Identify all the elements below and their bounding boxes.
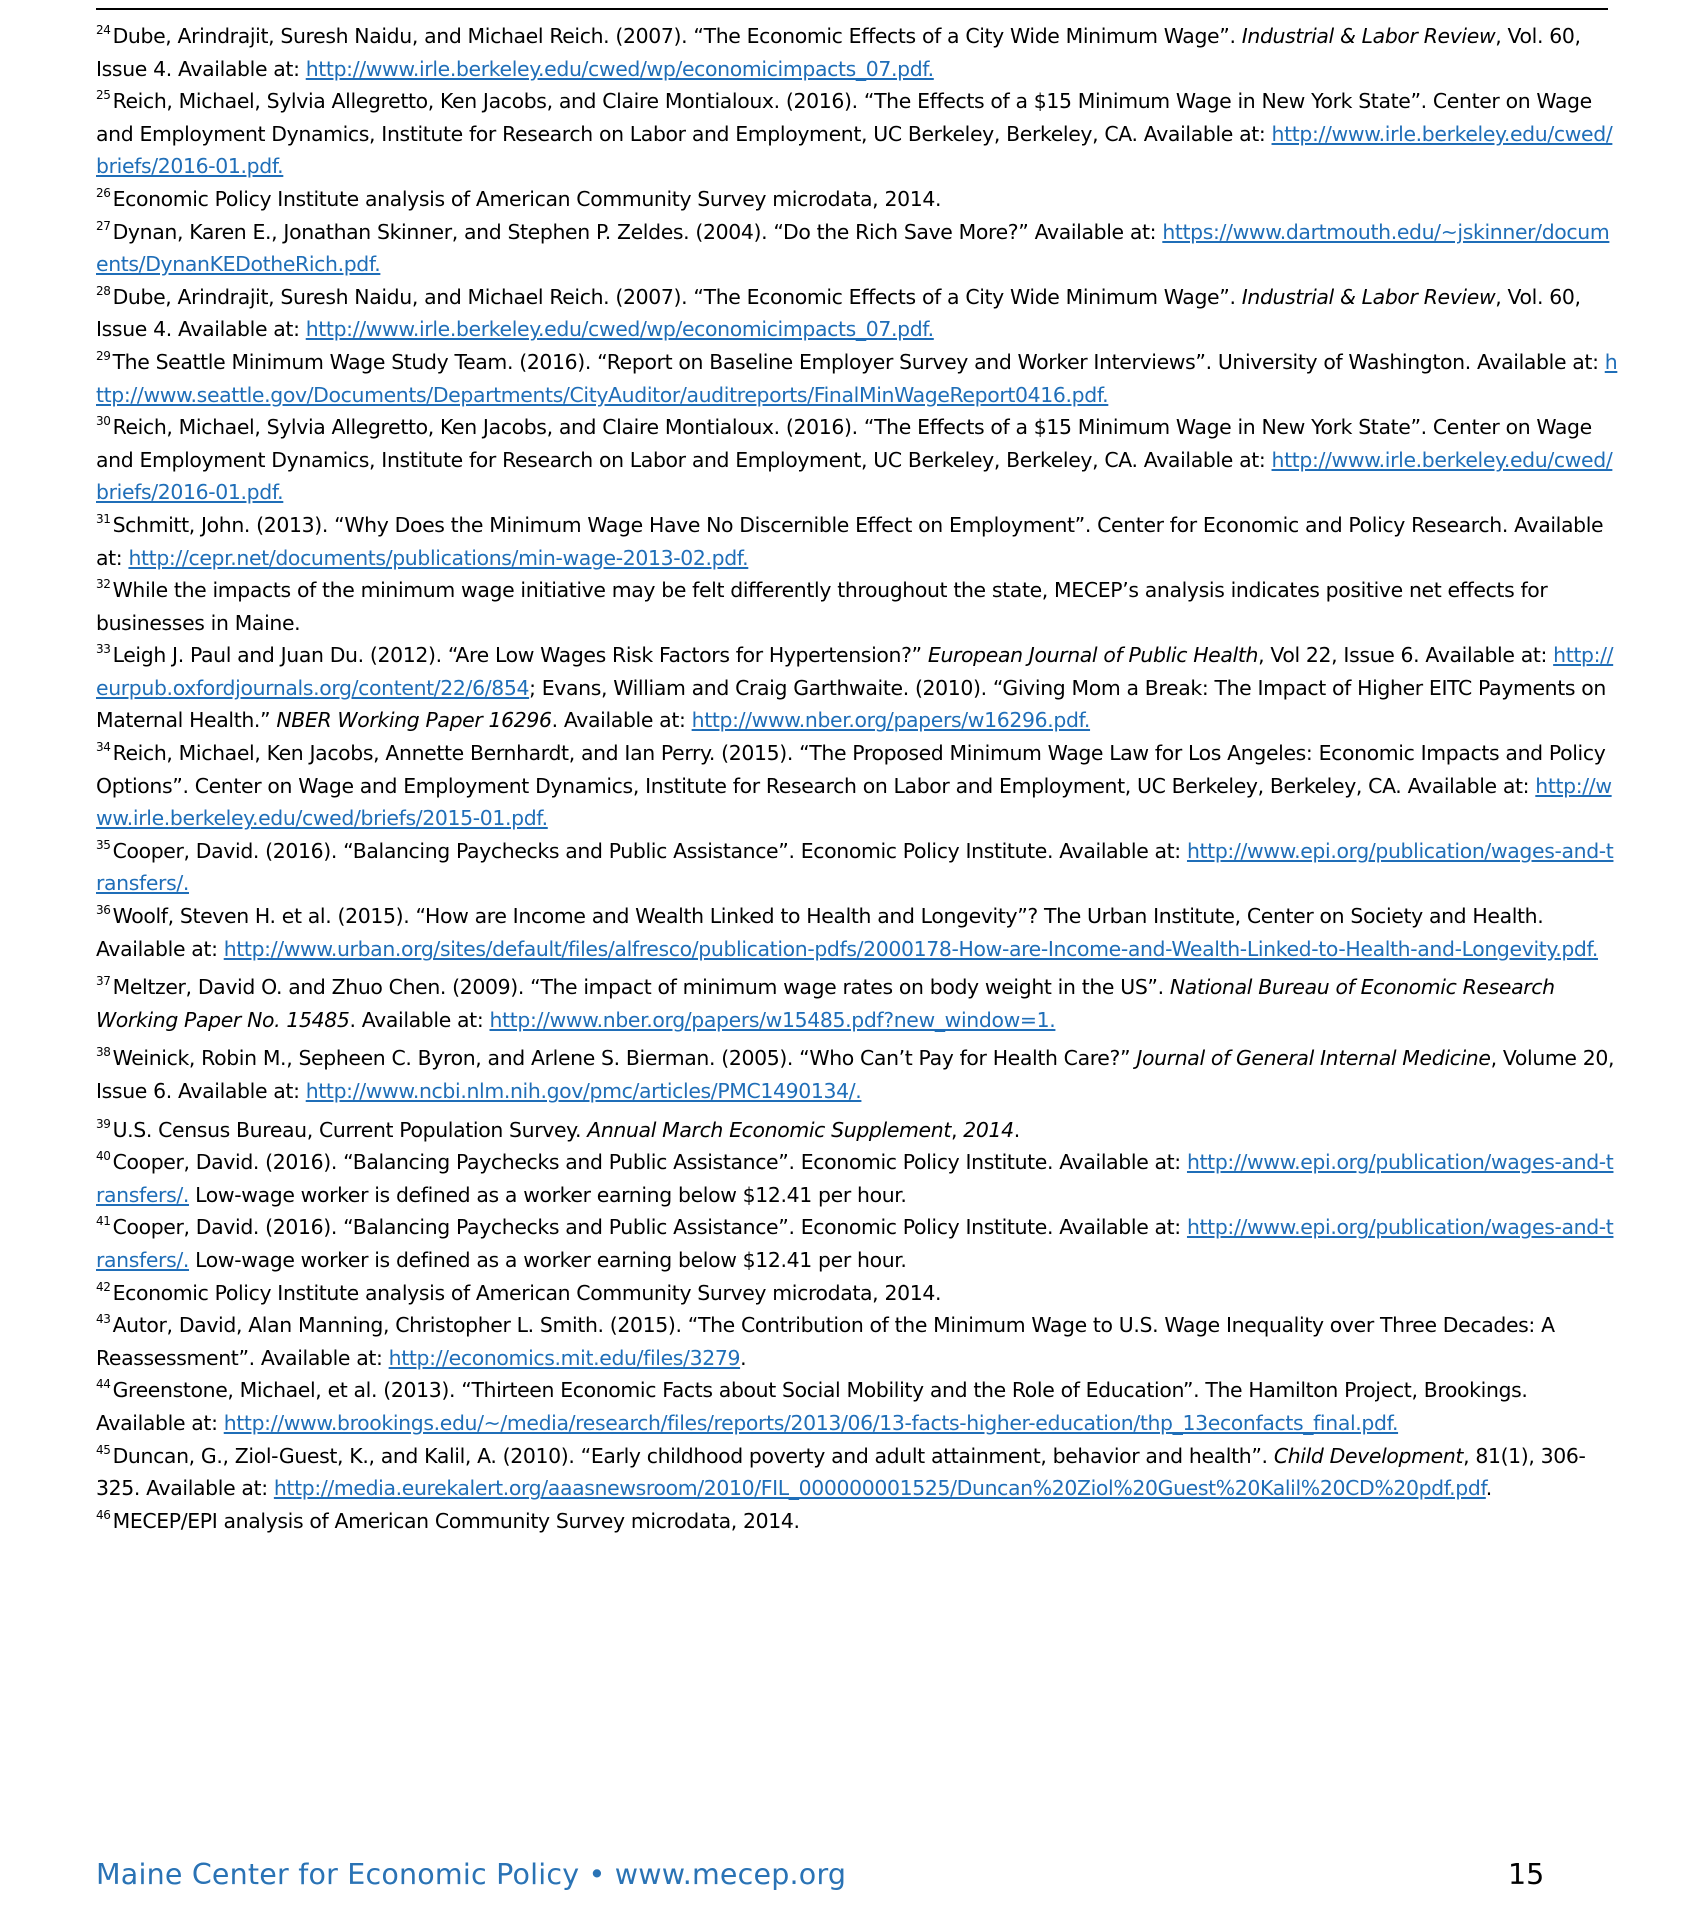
header-rule	[96, 8, 1608, 10]
footnote-link[interactable]: http://eurpub.oxfordjournals.org/content/22/6/854	[96, 643, 1614, 700]
footnote-link[interactable]: http://www.irle.berkeley.edu/cwed/briefs/2016-01.pdf.	[96, 121, 1613, 179]
footnote	[96, 281, 1618, 346]
footnote-number: 42	[96, 1279, 111, 1294]
footnote	[96, 509, 1618, 574]
footnote-number: 36	[96, 903, 111, 918]
footnote	[96, 85, 1618, 183]
footnote	[96, 1505, 1618, 1538]
footnote-link[interactable]: http://www.irle.berkeley.edu/cwed/briefs/2016-01.pdf.	[96, 447, 1613, 505]
footnote-number: 45	[96, 1442, 111, 1457]
footnote-link[interactable]: http://www.urban.org/sites/default/files/alfresco/publication-pdfs/2000178-How-are-Income-and-Wealth-Linked-to-Health-and-Longevity.pdf.	[223, 936, 1599, 961]
footnote-italic-text: Child Development	[1273, 1443, 1464, 1468]
footnote-italic-text: NBER Working Paper 16296	[276, 708, 552, 733]
footnotes-list	[96, 20, 1618, 1537]
footnote-link[interactable]: http://www.epi.org/publication/wages-and-transfers/.	[96, 838, 1614, 896]
footnote-number: 29	[96, 348, 111, 363]
footnote-italic-text: Industrial & Labor Review	[1241, 284, 1496, 309]
footnote-text: , Vol. 60, Issue 4. Available at:	[96, 24, 1581, 81]
footnote-text: , Vol 22, Issue 6. Available at:	[1258, 643, 1554, 668]
footnote-text: Low-wage worker is defined as a worker earning below $12.41 per hour.	[189, 1247, 907, 1272]
footnote-text: While the impacts of the minimum wage initiative may be felt differently throughout the state, MECEP’s analysis indicates positive net effects for businesses in Maine.	[96, 578, 1548, 635]
footer-text: Maine Center for Economic Policy • www.mecep.org	[96, 1858, 847, 1891]
footnote-number: 38	[96, 1045, 111, 1060]
footnote	[96, 900, 1618, 965]
footnote-link[interactable]: http://www.ncbi.nlm.nih.gov/pmc/articles/PMC1490134/.	[305, 1079, 862, 1103]
footnote-text: Woolf, Steven H. et al. (2015). “How are Income and Wealth Linked to Health and Longevity”? The Urban Institute, Center on Society and Health. Available at:	[96, 904, 1544, 961]
footnote-italic-text: National Bureau of Economic Research Working Paper No. 15485	[96, 975, 1555, 1032]
footnote-text: Economic Policy Institute analysis of American Community Survey microdata, 2014.	[112, 186, 942, 211]
footnote-text: Cooper, David. (2016). “Balancing Paychecks and Public Assistance”. Economic Policy Institute. Available at:	[112, 838, 1187, 863]
footnote-number: 41	[96, 1214, 111, 1229]
footnote	[96, 1277, 1618, 1310]
footnote	[96, 639, 1618, 737]
footnote-link[interactable]: http://economics.mit.edu/files/3279	[388, 1345, 741, 1370]
footnote-number: 26	[96, 185, 111, 200]
footnote	[96, 574, 1618, 639]
footnote-text: Autor, David, Alan Manning, Christopher L. Smith. (2015). “The Contribution of the Minimum Wage to U.S. Wage Inequality over Three Decades: A Reassessment”. Available at:	[96, 1313, 1555, 1370]
footnote	[96, 1146, 1618, 1211]
footnote-text: Greenstone, Michael, et al. (2013). “Thirteen Economic Facts about Social Mobility and the Role of Education”. The Hamilton Project, Brookings. Available at:	[96, 1378, 1528, 1435]
footnote-text: , 81(1), 306-325. Available at:	[96, 1443, 1586, 1501]
footnote	[96, 1309, 1618, 1374]
footnote-link[interactable]: http://www.irle.berkeley.edu/cwed/wp/economicimpacts_07.pdf.	[305, 56, 934, 81]
footnote	[96, 737, 1618, 835]
footnote-text: Reich, Michael, Sylvia Allegretto, Ken Jacobs, and Claire Montialoux. (2016). “The Effects of a $15 Minimum Wage in New York State”. Center on Wage and Employment Dynamics, Institute for Research on Labor and Employment, UC Berkeley, Berkeley, CA. Available at:	[96, 89, 1592, 146]
footnote-text: Economic Policy Institute analysis of American Community Survey microdata, 2014.	[112, 1280, 942, 1305]
footnote-italic-text: Annual March Economic Supplement	[587, 1117, 951, 1142]
footnote	[96, 20, 1618, 85]
footnote-number: 35	[96, 837, 111, 852]
footnote-number: 33	[96, 642, 111, 657]
footnote	[96, 183, 1618, 216]
page-number: 15	[1508, 1858, 1545, 1891]
footnote-italic-text: 2014	[963, 1117, 1014, 1142]
footnote-link[interactable]: http://www.irle.berkeley.edu/cwed/wp/economicimpacts_07.pdf.	[305, 317, 934, 342]
footnote-text: The Seattle Minimum Wage Study Team. (2016). “Report on Baseline Employer Survey and Worker Interviews”. University of Washington. Available at:	[112, 349, 1605, 374]
footnote-text: Meltzer, David O. and Zhuo Chen. (2009). “The impact of minimum wage rates on body weight in the US”.	[112, 975, 1170, 1000]
footnote-number: 24	[96, 23, 111, 37]
footnote-link[interactable]: http://media.eurekalert.org/aaasnewsroom/2010/FIL_000000001525/Duncan%20Ziol%20Guest%20Kalil%20CD%20pdf.pdf	[273, 1476, 1486, 1501]
footnote	[96, 1114, 1618, 1147]
footnote-number: 27	[96, 218, 111, 233]
footnote	[96, 1374, 1618, 1439]
footnote-text: , Vol. 60, Issue 4. Available at:	[96, 284, 1581, 342]
footnote-number: 28	[96, 283, 111, 298]
footnote	[96, 1211, 1618, 1276]
footnote-link[interactable]: http://www.nber.org/papers/w16296.pdf.	[691, 708, 1091, 733]
footnote-text: Leigh J. Paul and Juan Du. (2012). “Are Low Wages Risk Factors for Hypertension?”	[112, 643, 928, 668]
footnote-link[interactable]: http://www.nber.org/papers/w15485.pdf?new_window=1.	[489, 1007, 1056, 1032]
footnote-text: U.S. Census Bureau, Current Population Survey.	[112, 1117, 588, 1142]
footnote-link[interactable]: http://www.brookings.edu/~/media/research/files/reports/2013/06/13-facts-higher-education/thp_13econfacts_final.pdf.	[223, 1410, 1399, 1435]
footnote-text: .	[1013, 1117, 1020, 1142]
footnote-text: Reich, Michael, Sylvia Allegretto, Ken Jacobs, and Claire Montialoux. (2016). “The Effects of a $15 Minimum Wage in New York State”. Center on Wage and Employment Dynamics, Institute for Research on Labor and Employment, UC Berkeley, Berkeley, CA. Available at:	[96, 415, 1592, 472]
footnote-text: Cooper, David. (2016). “Balancing Paychecks and Public Assistance”. Economic Policy Institute. Available at:	[112, 1215, 1187, 1240]
footnote-link[interactable]: http://www.seattle.gov/Documents/Departments/CityAuditor/auditreports/FinalMinWageReport0416.pdf.	[96, 349, 1618, 407]
footnote-link[interactable]: http://www.epi.org/publication/wages-and-transfers/.	[96, 1150, 1614, 1207]
footnote	[96, 835, 1618, 900]
footnote	[96, 411, 1618, 509]
footnote	[96, 1440, 1618, 1505]
footnote-text: Low-wage worker is defined as a worker earning below $12.41 per hour.	[189, 1182, 907, 1207]
footnote-number: 25	[96, 88, 111, 103]
footnote-text: Cooper, David. (2016). “Balancing Paychecks and Public Assistance”. Economic Policy Institute. Available at:	[112, 1150, 1187, 1175]
footnote-text: MECEP/EPI analysis of American Community Survey microdata, 2014.	[112, 1508, 800, 1533]
footnote-number: 32	[96, 577, 111, 592]
footnote-text: Dynan, Karen E., Jonathan Skinner, and Stephen P. Zeldes. (2004). “Do the Rich Save More?” Available at:	[112, 219, 1163, 244]
footnote-italic-text: Journal of General Internal Medicine	[1136, 1046, 1491, 1071]
footnote-number: 37	[96, 974, 111, 989]
footnote-text: ,	[950, 1117, 964, 1142]
footnote-text: . Available at:	[349, 1007, 490, 1032]
footnote-italic-text: European Journal of Public Health	[927, 643, 1259, 668]
footnote-text: .	[740, 1345, 747, 1370]
footnote-text: Schmitt, John. (2013). “Why Does the Minimum Wage Have No Discernible Effect on Employment”. Center for Economic and Policy Research. Available at:	[96, 512, 1604, 570]
footnote-number: 34	[96, 740, 111, 755]
footnote-number: 43	[96, 1312, 111, 1327]
footnote-text: Duncan, G., Ziol-Guest, K., and Kalil, A. (2010). “Early childhood poverty and adult attainment, behavior and health”.	[112, 1443, 1274, 1468]
footnote-text: . Available at:	[551, 708, 692, 733]
footnote-text: .	[1485, 1476, 1492, 1501]
footnote-number: 31	[96, 511, 111, 526]
footnote-text: Dube, Arindrajit, Suresh Naidu, and Michael Reich. (2007). “The Economic Effects of a City Wide Minimum Wage”.	[112, 24, 1242, 48]
footnote-text: ; Evans, William and Craig Garthwaite. (2010). “Giving Mom a Break: The Impact of Higher EITC Payments on Maternal Health.”	[96, 675, 1606, 733]
footnote-text: , Volume 20, Issue 6. Available at:	[96, 1046, 1615, 1103]
footnote-number: 44	[96, 1377, 111, 1392]
footnote	[96, 1042, 1618, 1107]
footnote-number: 30	[96, 414, 111, 429]
footnote-text: Dube, Arindrajit, Suresh Naidu, and Michael Reich. (2007). “The Economic Effects of a City Wide Minimum Wage”.	[112, 284, 1242, 309]
footnote-number: 39	[96, 1116, 111, 1131]
footnote-link[interactable]: https://www.dartmouth.edu/~jskinner/documents/DynanKEDotheRich.pdf.	[96, 219, 1610, 277]
footnote	[96, 346, 1618, 411]
footnote-italic-text: Industrial & Labor Review	[1241, 24, 1496, 48]
footnote-text: Reich, Michael, Ken Jacobs, Annette Bernhardt, and Ian Perry. (2015). “The Proposed Minimum Wage Law for Los Angeles: Economic Impacts and Policy Options”. Center on Wage and Employment Dynamics, Institute for Research on Labor and Employment, UC Berkeley, Berkeley, CA. Available at:	[96, 741, 1606, 798]
footnote-number: 40	[96, 1149, 111, 1164]
footnote	[96, 216, 1618, 281]
footnote-number: 46	[96, 1507, 111, 1522]
footnote	[96, 971, 1618, 1036]
footnote-text: Weinick, Robin M., Sepheen C. Byron, and Arlene S. Bierman. (2005). “Who Can’t Pay for Health Care?”	[112, 1046, 1137, 1071]
footnote-link[interactable]: http://www.epi.org/publication/wages-and-transfers/.	[96, 1215, 1614, 1272]
footnote-link[interactable]: http://www.irle.berkeley.edu/cwed/briefs/2015-01.pdf.	[96, 773, 1612, 831]
footnote-link[interactable]: http://cepr.net/documents/publications/min-wage-2013-02.pdf.	[128, 545, 749, 570]
